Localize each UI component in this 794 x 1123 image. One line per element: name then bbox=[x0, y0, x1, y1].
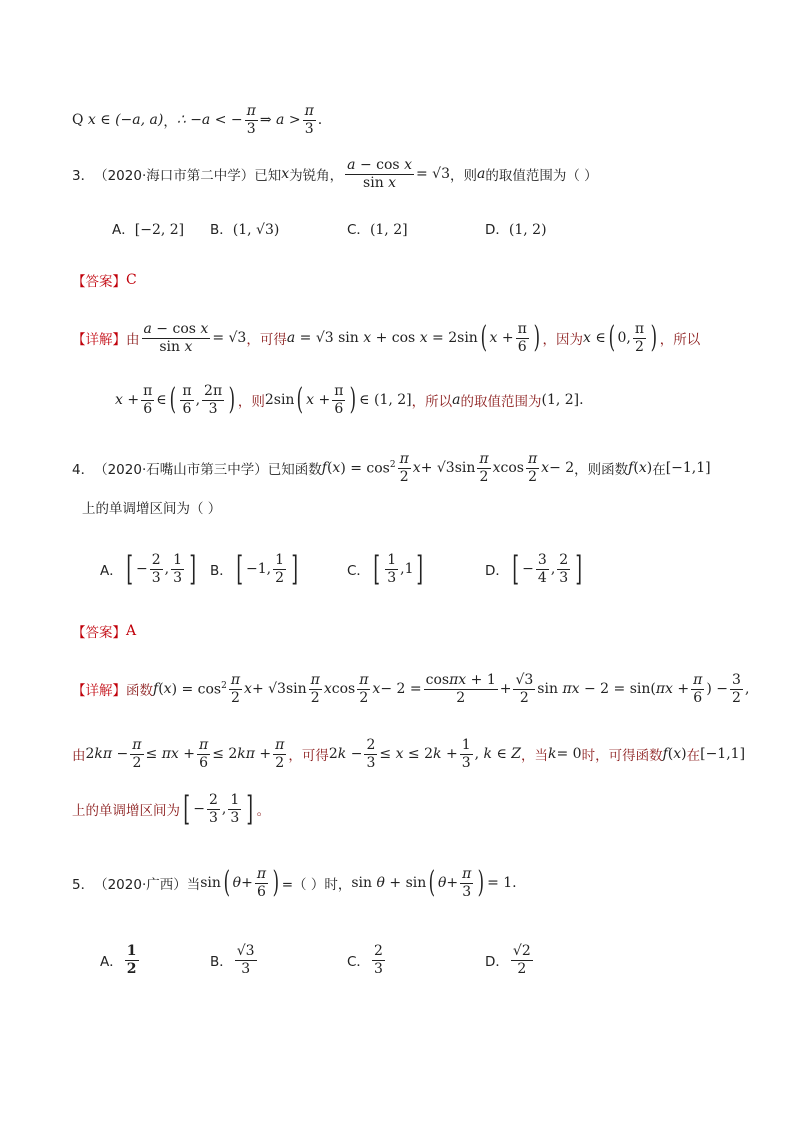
q3-option-d-label: D． bbox=[485, 222, 509, 238]
q4-stem: 4． （2020·石嘴山市第三中学） 已知函数 f ( x ) = $\cos^2$ $\frac{\pi}{2}$ x + √3sin $\frac{\pi}{2}$ x cos $\frac{\pi}{2}$ x − 2 ，则函数 f ( x ) 在 [−1,1] bbox=[72, 451, 711, 485]
q4-stem2: ，则函数 bbox=[574, 462, 629, 479]
q3-stem-frac: $\frac{\text{a − cos x}}{\text{sin x}}$ bbox=[347, 157, 412, 191]
q4-stem-line2 bbox=[82, 497, 221, 517]
q3-detail-line1: 【详解】 由 $\frac{\text{a − cos x}}{\text{sin x}}$ = √3 ，可得 a = √3 sin x + cos x = 2sin ( x + $\frac{\pi}{6}$ ) ，因为 x ∈ ( 0, $\frac{\pi}{2}$ ) ，所以 bbox=[72, 320, 701, 356]
q4-option-b[interactable]: B． [ −1, $\frac{1}{2}$ ] bbox=[210, 549, 298, 589]
q3-stem4: 的取值范围为（ ） bbox=[485, 168, 598, 185]
q2-tail-frac2: $\frac{\pi}{3}$ bbox=[304, 103, 314, 137]
q3-detail7: 的取值范围为 bbox=[460, 394, 542, 411]
q5-option-b-label: B． bbox=[210, 954, 233, 971]
q4-number: 4． bbox=[72, 462, 95, 479]
q3-option-a[interactable] bbox=[112, 218, 184, 238]
q3-stem: 3． （2020·海口市第二中学） 已知 x 为锐角， $\frac{\text{a − cos x}}{\text{sin x}}$ = √3 ，则 a 的取值范围为（ ） bbox=[72, 157, 598, 191]
q2-tail-math2: ∴ −a < − bbox=[176, 112, 243, 129]
q2-tail-math3: ⇒ a > bbox=[259, 112, 301, 129]
q4-detail4: ，当 bbox=[521, 748, 548, 765]
q5-option-c[interactable]: C． $\frac{2}{3}$ bbox=[347, 943, 383, 977]
q4-detail2: 由 bbox=[72, 748, 86, 765]
q3-option-a-value: [−2, 2] bbox=[134, 222, 185, 238]
q3-option-c-value: (1, 2] bbox=[369, 222, 408, 238]
q3-option-c[interactable] bbox=[347, 218, 408, 238]
q2-tail-frac1: $\frac{\pi}{3}$ bbox=[246, 103, 256, 137]
q4-detail-line1: 【详解】 函数 f ( x ) = $\cos^2$ $\frac{\pi}{2}$ x + √3sin $\frac{\pi}{2}$ x cos $\frac{\pi}{2}$ x − 2 = $\frac{\cos\pi x + 1}{2}$ + $\frac{√3}{2}$ sin πx − 2 = sin(πx + $\frac{\pi}{6}$ ) − $\frac{3}{2}$ , bbox=[72, 672, 750, 706]
q4-detail8: 。 bbox=[256, 803, 271, 819]
q3-option-c-label: C． bbox=[347, 222, 370, 238]
q3-detail6: ，所以 bbox=[411, 394, 453, 411]
q3-option-b-value: (1, √3) bbox=[232, 222, 280, 238]
q5-option-b[interactable]: B． $\frac{√3}{3}$ bbox=[210, 943, 255, 977]
q4-option-b-label: B． bbox=[210, 563, 233, 579]
q3-detail1: 由 bbox=[126, 332, 140, 349]
q4-option-a[interactable]: A． [ − $\frac{2}{3}$ , $\frac{1}{3}$ ] bbox=[100, 549, 196, 589]
q3-option-d-value: (1, 2) bbox=[508, 222, 547, 238]
q3-detail3: ，因为 bbox=[542, 332, 584, 349]
q2-tail-text: ， bbox=[163, 114, 177, 131]
q2-tail-math1: x ∈ (−a, a) bbox=[83, 112, 164, 129]
q5-stem: 5． （2020·广西） 当 sin ( θ + $\frac{\pi}{6}$ ) =（ ）时， sin θ + sin ( θ + $\frac{\pi}{3}$ ) = 1. bbox=[72, 865, 517, 901]
q4-detail7: 上的单调增区间为 bbox=[72, 803, 180, 819]
q3-option-b-label: B． bbox=[210, 222, 233, 238]
q3-detail2: ，可得 bbox=[246, 332, 287, 349]
q4-option-a-label: A． bbox=[100, 563, 123, 579]
q3-answer-value: C bbox=[126, 272, 137, 288]
q4-stem4: 上的单调增区间为（ ） bbox=[82, 501, 222, 517]
q3-detail-tag: 【详解】 bbox=[72, 332, 126, 349]
q4-source: （2020·石嘴山市第三中学） bbox=[94, 462, 268, 479]
q4-option-d[interactable]: D． [ − $\frac{3}{4}$ , $\frac{2}{3}$ ] bbox=[485, 549, 583, 589]
q4-detail-line2: 由 2kπ − $\frac{\pi}{2}$ ≤ πx + $\frac{\pi}{6}$ ≤ 2kπ + $\frac{\pi}{2}$ ，可得 2k − $\frac{2}{3}$ ≤ x ≤ 2k + $\frac{1}{3}$ , k ∈ Z ，当 k = 0 时，可得函数 f (x) 在 [−1,1] bbox=[72, 737, 746, 771]
q3-answer bbox=[72, 270, 137, 290]
q5-option-a[interactable]: A． $\frac{1}{2}$ bbox=[100, 943, 137, 977]
q5-option-d[interactable]: D． $\frac{√2}{2}$ bbox=[485, 943, 531, 977]
q4-stem1: 已知函数 bbox=[267, 462, 322, 479]
q5-stem1: 当 bbox=[186, 877, 201, 894]
q4-detail1: 函数 bbox=[126, 683, 153, 700]
q2-tail-prefix: Q bbox=[72, 112, 84, 129]
q5-number: 5． bbox=[72, 877, 95, 894]
q5-option-d-label: D． bbox=[485, 954, 509, 971]
q5-stem2: =（ ）时， bbox=[281, 877, 352, 894]
q3-detail5: ，则 bbox=[237, 394, 265, 411]
q3-detail4: ，所以 bbox=[659, 332, 701, 349]
q2-tail-line: Q x ∈ (−a, a) ， ∴ −a < − $\frac{\pi}{3}$ ⇒ a > $\frac{\pi}{3}$ . bbox=[72, 103, 323, 137]
q4-option-c[interactable]: C． [ $\frac{1}{3}$ ,1 ] bbox=[347, 549, 424, 589]
q3-source: （2020·海口市第二中学） bbox=[94, 168, 255, 185]
q3-stem1: 已知 bbox=[254, 168, 282, 185]
q5-source: （2020·广西） bbox=[94, 877, 187, 894]
q4-detail-line3: 上的单调增区间为 [ − $\frac{2}{3}$ , $\frac{1}{3}$ ] 。 bbox=[72, 789, 271, 829]
q3-answer-tag: 【答案】 bbox=[72, 274, 126, 290]
q4-answer bbox=[72, 621, 136, 641]
q4-detail6: 在 bbox=[686, 748, 701, 765]
q3-option-b[interactable] bbox=[210, 218, 279, 238]
q3-stem3: ，则 bbox=[449, 168, 477, 185]
q4-detail3: ，可得 bbox=[288, 748, 329, 765]
q4-detail-tag: 【详解】 bbox=[72, 683, 126, 700]
q4-detail5: 时，可得函数 bbox=[581, 748, 663, 765]
q4-stem3: 在 bbox=[652, 462, 666, 479]
q3-detail-line2: x + $\frac{\pi}{6}$ ∈ ( $\frac{\pi}{6}$ , $\frac{2\pi}{3}$ ) ，则 2sin ( x + $\frac{\pi}{6}$ ) ∈ (1, 2] ，所以 a 的取值范围为 (1, 2]. bbox=[115, 382, 584, 418]
q4-answer-value: A bbox=[126, 623, 137, 639]
q3-option-d[interactable] bbox=[485, 218, 547, 238]
q4-option-c-label: C． bbox=[347, 563, 370, 579]
q3-stem2: 为锐角， bbox=[289, 168, 344, 185]
q4-answer-tag: 【答案】 bbox=[72, 625, 126, 641]
q4-option-d-label: D． bbox=[485, 563, 509, 579]
q3-option-a-label: A． bbox=[112, 222, 135, 238]
q5-option-a-label: A． bbox=[100, 954, 123, 971]
q3-number: 3． bbox=[72, 168, 95, 185]
q5-option-c-label: C． bbox=[347, 954, 370, 971]
